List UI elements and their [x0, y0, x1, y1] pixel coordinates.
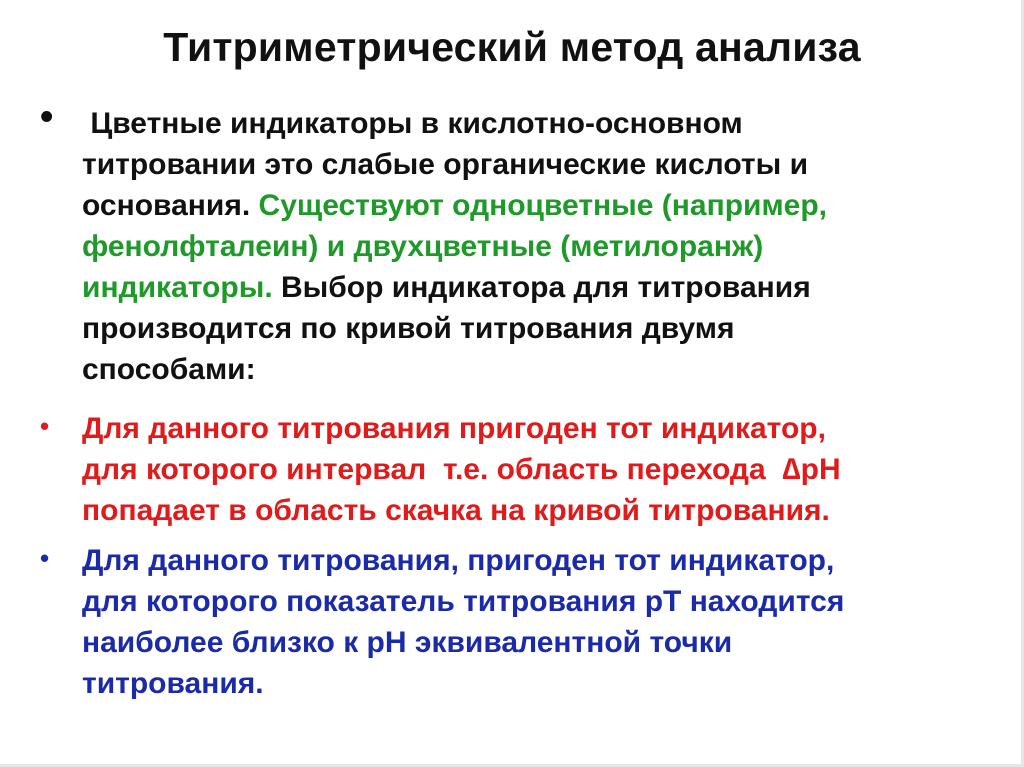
p1-line-5-green: индикаторы. — [82, 271, 273, 304]
p3-line-2: для которого показатель титрования рТ находится — [82, 585, 845, 618]
p3-line-1: Для данного титрования, пригоден тот индикатор, — [82, 544, 835, 577]
bullet-marker-3: • — [40, 543, 50, 573]
p1-line-4: фенолфталеин) и двухцветные (метилоранж) — [82, 230, 764, 263]
bullet-marker-2: • — [40, 411, 50, 441]
p1-line-5 — [82, 267, 982, 308]
p1-line-3-green: Существуют одноцветные (например, — [258, 189, 828, 222]
slide-title: Титриметрический метод анализа — [163, 24, 861, 70]
p1-line-1: Цветные индикаторы в кислотно-основном — [82, 107, 743, 140]
paragraph-method-1 — [82, 408, 982, 531]
paragraph-method-2 — [82, 540, 982, 704]
p2-line-2: для которого интервал т.е. область перехода ∆рН — [82, 453, 841, 486]
p3-line-4: титрования. — [82, 667, 264, 700]
p1-line-3 — [82, 185, 982, 226]
p1-line-6: производится по кривой титрования двумя — [82, 312, 735, 345]
p1-line-2: титровании это слабые органические кислоты и — [82, 148, 809, 181]
p1-line-5-black: Выбор индикатора для титрования — [272, 271, 811, 304]
paragraph-indicators-intro — [82, 103, 982, 390]
p1-line-3-black: основания. — [82, 189, 259, 222]
p2-line-3: попадает в область скачка на кривой титрования. — [82, 494, 830, 527]
bullet-marker-1: • — [40, 96, 54, 138]
p2-line-1: Для данного титрования пригоден тот индикатор, — [82, 412, 826, 445]
p1-line-7: способами: — [82, 353, 256, 386]
p3-line-3: наиболее близко к рН эквивалентной точки — [82, 626, 733, 659]
